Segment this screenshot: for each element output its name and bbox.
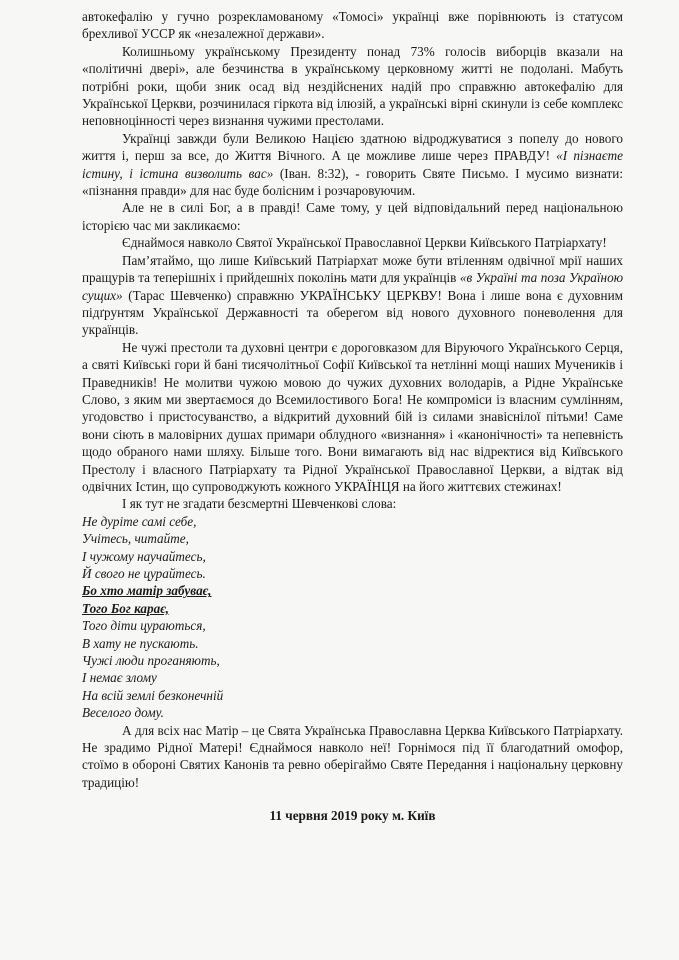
poem-line: Того діти цураються, — [82, 618, 206, 634]
shevchenko-poem-quote — [82, 513, 623, 722]
poem-line: В хату не пускають. — [82, 635, 199, 651]
poem-line: Того Бог карає, — [82, 600, 169, 616]
text-span: автокефалію у гучно розрекламованому «Томосі» українці вже порівнюють із статусом брехливої УССР як «незалежної держави». — [82, 9, 623, 42]
text-span: А для всіх нас Матір – це Свята Українська Православна Церква Київського Патріархату. Не зрадимо Рідної Матері! Єднаймося навколо неї! Горнімося під її благодатний омофор, стоїмо в обороні Святих Канонів та ревно оберігаймо Святе Передання і національну церковну традицію! — [82, 722, 623, 790]
date-place-signature: 11 червня 2019 року м. Київ — [269, 808, 436, 824]
poem-line: Бо хто матір забуває, — [82, 583, 212, 599]
text-span: Українці завжди були Великою Нацією здатною відроджуватися з попелу до нового життя і, перш за все, до Життя Вічного. А це можливе лише через ПРАВДУ! — [82, 130, 623, 164]
poem-line: Й свого не цурайтесь. — [82, 566, 206, 581]
text-span: Колишньому українському Президенту понад 73% голосів виборців вказали на «політичні двері», але безчинства в українському церковному житті не подолані. Мабуть потрібні роки, щоби зник осад від нездійснених надій про справжню автокефалію для Української Церкви, розчинилася гіркота від ілюзій, а українські вірні скинули із себе комплекс неповноцінності через визнання чужими престолами. — [82, 43, 623, 129]
letter-body — [82, 8, 623, 513]
poem-line: І немає злому — [82, 670, 157, 686]
text-span: Але не в силі Бог, а в правді! Саме тому, у цей відповідальний перед національною історією час ми закликаємо: — [82, 200, 623, 233]
italic-quote: «І пізнаєте істину, і істина визволить вас» — [82, 148, 623, 181]
italic-quote: «в Україні та поза Україною сущих» — [82, 270, 623, 303]
text-span: Не чужі престоли та духовні центри є дороговказом для Віруючого Українського Серця, а святі Київські гори й бані тисячолітньої Софії Київської та нетлінні мощі наших Мучеників і Праведників! Не молитви чужою мовою до чужих духовних володарів, а Рідне Українське Слово, з яким ми звертаємося до Всемилостивого Бога! Не компроміси із власним сумлінням, угодовство і пристосуванство, а відкритий духовний бій із силами знавіснілої пітьми! Саме вони сіють в маловірних душах примари облудного «визнання» і «канонічності» та непевність щодо обраного нами шляху. Більше того. Вони вимагають від нас відректися від Київського Престолу і власного Патріархату та Рідної Української Православної Церкви, а відтак від одвічних Істин, що супроводжують кожного УКРАЇНЦЯ на його життєвих стежинах! — [82, 339, 623, 494]
poem-line: Учітесь, читайте, — [82, 531, 189, 547]
poem-line: Веселого дому. — [82, 705, 164, 721]
text-span: І як тут не згадати безсмертні Шевченкові слова: — [122, 496, 397, 512]
paragraph-p3 — [82, 130, 623, 200]
text-span: (Тарас Шевченко) справжню УКРАЇНСЬКУ ЦЕРКВУ! Вона і лише вона є духовним підґрунтям Української Державності та оберегом від нового духовного поневолення для українців. — [82, 287, 623, 338]
text-span: (Іван. 8:32), - говорить Святе Письмо. І мусимо визнати: «пізнання правди» для нас буде болісним і розчаровуючим. — [82, 165, 623, 199]
poem-line: На всій землі безконечній — [82, 687, 224, 703]
text-span: Єднаймося навколо Святої Української Православної Церкви Київського Патріархату! — [122, 235, 607, 251]
paragraph-p4 — [82, 199, 623, 234]
closing-paragraph — [82, 722, 623, 792]
paragraph-p1 — [82, 8, 623, 43]
poem-line: Не дуріте самі себе, — [82, 513, 197, 529]
paragraph-p6 — [82, 252, 623, 339]
paragraph-p5 — [82, 234, 623, 251]
text-span: Пам’ятаймо, що лише Київський Патріархат може бути втіленням одвічної мрії наших пращурів та теперішніх і прийдешніх поколінь мати для українців — [82, 252, 623, 286]
poem-line: І чужому научайтесь, — [82, 548, 206, 564]
paragraph-p2 — [82, 43, 623, 130]
paragraph-p7 — [82, 339, 623, 496]
poem-line: Чужі люди проганяють, — [82, 653, 220, 669]
paragraph-p8 — [82, 495, 623, 512]
